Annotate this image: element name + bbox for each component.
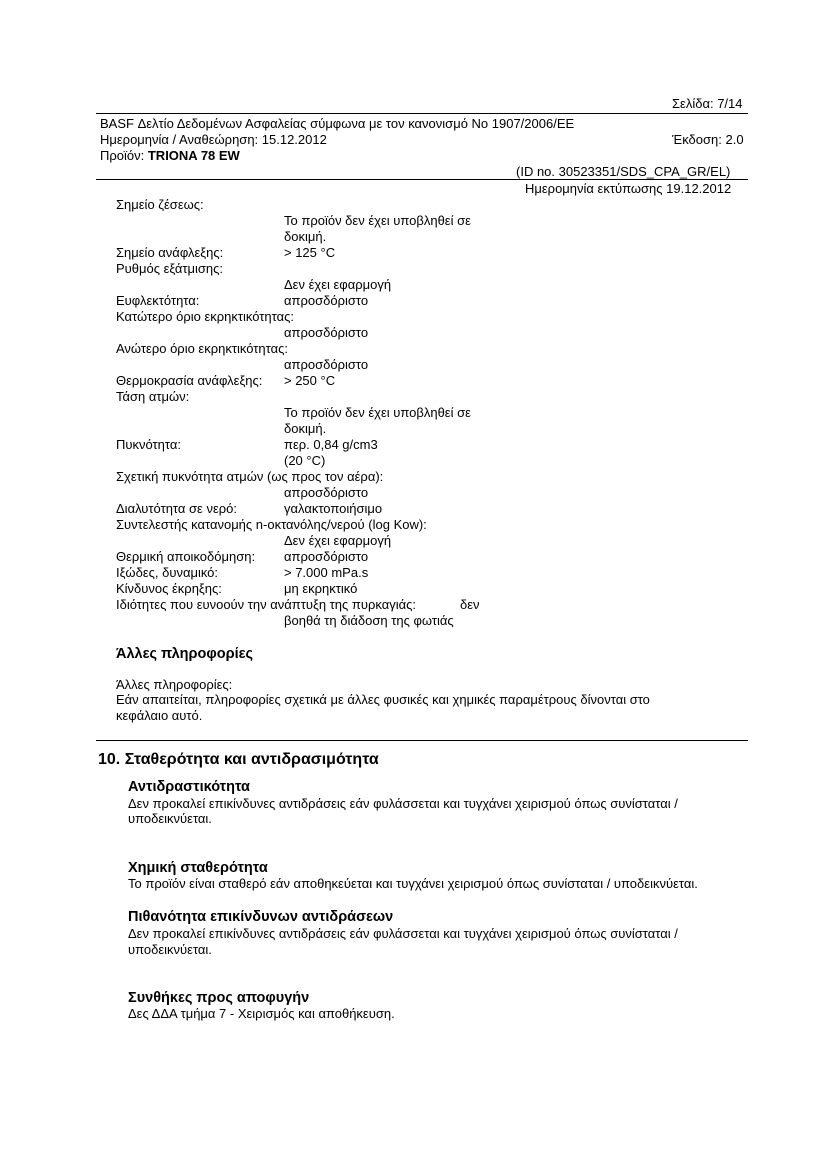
flash-point-label: Σημείο ανάφλεξης:	[116, 245, 224, 260]
version: Έκδοση: 2.0	[672, 132, 744, 147]
relative-vapour-density-value: απροσδόριστο	[284, 485, 369, 500]
hazardous-reactions-text-1: Δεν προκαλεί επικίνδυνες αντιδράσεις εάν φυλάσσεται και τυγχάνει χειρισμού όπως συνίσταται /	[128, 926, 678, 941]
vapour-pressure-value-2: δοκιμή.	[284, 421, 327, 436]
density-value: περ. 0,84 g/cm3	[284, 437, 378, 452]
other-info-text-2: κεφάλαιο αυτό.	[116, 708, 203, 723]
ignition-temperature-label: Θερμοκρασία ανάφλεξης:	[116, 373, 263, 388]
viscosity-label: Ιξώδες, δυναμικό:	[116, 565, 219, 580]
hazardous-reactions-text-2: υποδεικνύεται.	[128, 942, 212, 957]
flammability-label: Ευφλεκτότητα:	[116, 293, 200, 308]
section-10-title: 10. Σταθερότητα και αντιδρασιμότητα	[98, 751, 379, 768]
product-label: Προϊόν:	[100, 148, 148, 163]
chemical-stability-text: Το προϊόν είναι σταθερό εάν αποθηκεύεται και τυγχάνει χειρισμού όπως συνίσταται / υποδεικνύεται.	[128, 876, 698, 891]
viscosity-value: > 7.000 mPa.s	[284, 565, 369, 580]
thermal-decomposition-label: Θερμική αποικοδόμηση:	[116, 549, 256, 564]
thermal-decomposition-value: απροσδόριστο	[284, 549, 369, 564]
partition-coefficient-label: Συντελεστής κατανομής n-οκτανόλης/νερού (log Kow):	[116, 517, 427, 532]
flammability-value: απροσδόριστο	[284, 293, 369, 308]
reactivity-heading: Αντιδραστικότητα	[128, 779, 250, 795]
fire-properties-value: δεν	[460, 597, 480, 612]
boiling-point-value: Το προϊόν δεν έχει υποβληθεί σε	[284, 213, 471, 228]
reactivity-text-1: Δεν προκαλεί επικίνδυνες αντιδράσεις εάν φυλάσσεται και τυγχάνει χειρισμού όπως συνίσταται /	[128, 796, 678, 811]
water-solubility-label: Διαλυτότητα σε νερό:	[116, 501, 237, 516]
revision-date: Ημερομηνία / Αναθεώρηση: 15.12.2012	[100, 132, 327, 147]
conditions-to-avoid-heading: Συνθήκες προς αποφυγήν	[128, 990, 310, 1006]
conditions-to-avoid-text: Δες ΔΔΑ τμήμα 7 - Χειρισμός και αποθήκευση.	[128, 1006, 395, 1021]
product-line	[100, 148, 240, 164]
explosion-hazard-value: μη εκρηκτικό	[284, 581, 358, 596]
header-bottom-rule	[96, 179, 748, 180]
page-number: Σελίδα: 7/14	[672, 96, 743, 111]
partition-coefficient-value: Δεν έχει εφαρμογή	[284, 533, 392, 548]
lower-explosion-limit-value: απροσδόριστο	[284, 325, 369, 340]
product-name: TRIONA 78 EW	[147, 148, 240, 163]
fire-properties-label: Ιδιότητες που ευνοούν την ανάπτυξη της πυρκαγιάς:	[116, 597, 417, 612]
explosion-hazard-label: Κίνδυνος έκρηξης:	[116, 581, 222, 596]
document-id: (ID no. 30523351/SDS_CPA_GR/EL)	[516, 164, 731, 179]
chemical-stability-heading: Χημική σταθερότητα	[128, 860, 268, 876]
water-solubility-value: γαλακτοποιήσιμο	[284, 501, 383, 516]
document-title: BASF Δελτίο Δεδομένων Ασφαλείας σύμφωνα με τον κανονισμό Νο 1907/2006/ΕΕ	[100, 116, 575, 131]
hazardous-reactions-heading: Πιθανότητα επικίνδυνων αντιδράσεων	[128, 909, 394, 925]
other-info-text-1: Εάν απαιτείται, πληροφορίες σχετικά με άλλες φυσικές και χημικές παραμέτρους δίνονται στο	[116, 692, 650, 707]
vapour-pressure-label: Τάση ατμών:	[116, 389, 190, 404]
density-temperature: (20 °C)	[284, 453, 326, 468]
flash-point-value: > 125 °C	[284, 245, 336, 260]
upper-explosion-limit-value: απροσδόριστο	[284, 357, 369, 372]
fire-properties-value-2: βοηθά τη διάδοση της φωτιάς	[284, 613, 454, 628]
header-top-rule	[96, 113, 748, 114]
boiling-point-value-2: δοκιμή.	[284, 229, 327, 244]
boiling-point-label: Σημείο ζέσεως:	[116, 197, 204, 212]
reactivity-text-2: υποδεικνύεται.	[128, 811, 212, 826]
density-label: Πυκνότητα:	[116, 437, 181, 452]
section-divider	[96, 740, 748, 741]
print-date: Ημερομηνία εκτύπωσης 19.12.2012	[525, 181, 732, 196]
evaporation-rate-value: Δεν έχει εφαρμογή	[284, 277, 392, 292]
upper-explosion-limit-label: Ανώτερο όριο εκρηκτικότητας:	[116, 341, 288, 356]
other-info-heading: Άλλες πληροφορίες	[116, 646, 254, 662]
relative-vapour-density-label: Σχετική πυκνότητα ατμών (ως προς τον αέρα):	[116, 469, 384, 484]
ignition-temperature-value: > 250 °C	[284, 373, 336, 388]
lower-explosion-limit-label: Κατώτερο όριο εκρηκτικότητας:	[116, 309, 295, 324]
evaporation-rate-label: Ρυθμός εξάτμισης:	[116, 261, 224, 276]
other-info-label: Άλλες πληροφορίες:	[116, 677, 233, 692]
vapour-pressure-value: Το προϊόν δεν έχει υποβληθεί σε	[284, 405, 471, 420]
